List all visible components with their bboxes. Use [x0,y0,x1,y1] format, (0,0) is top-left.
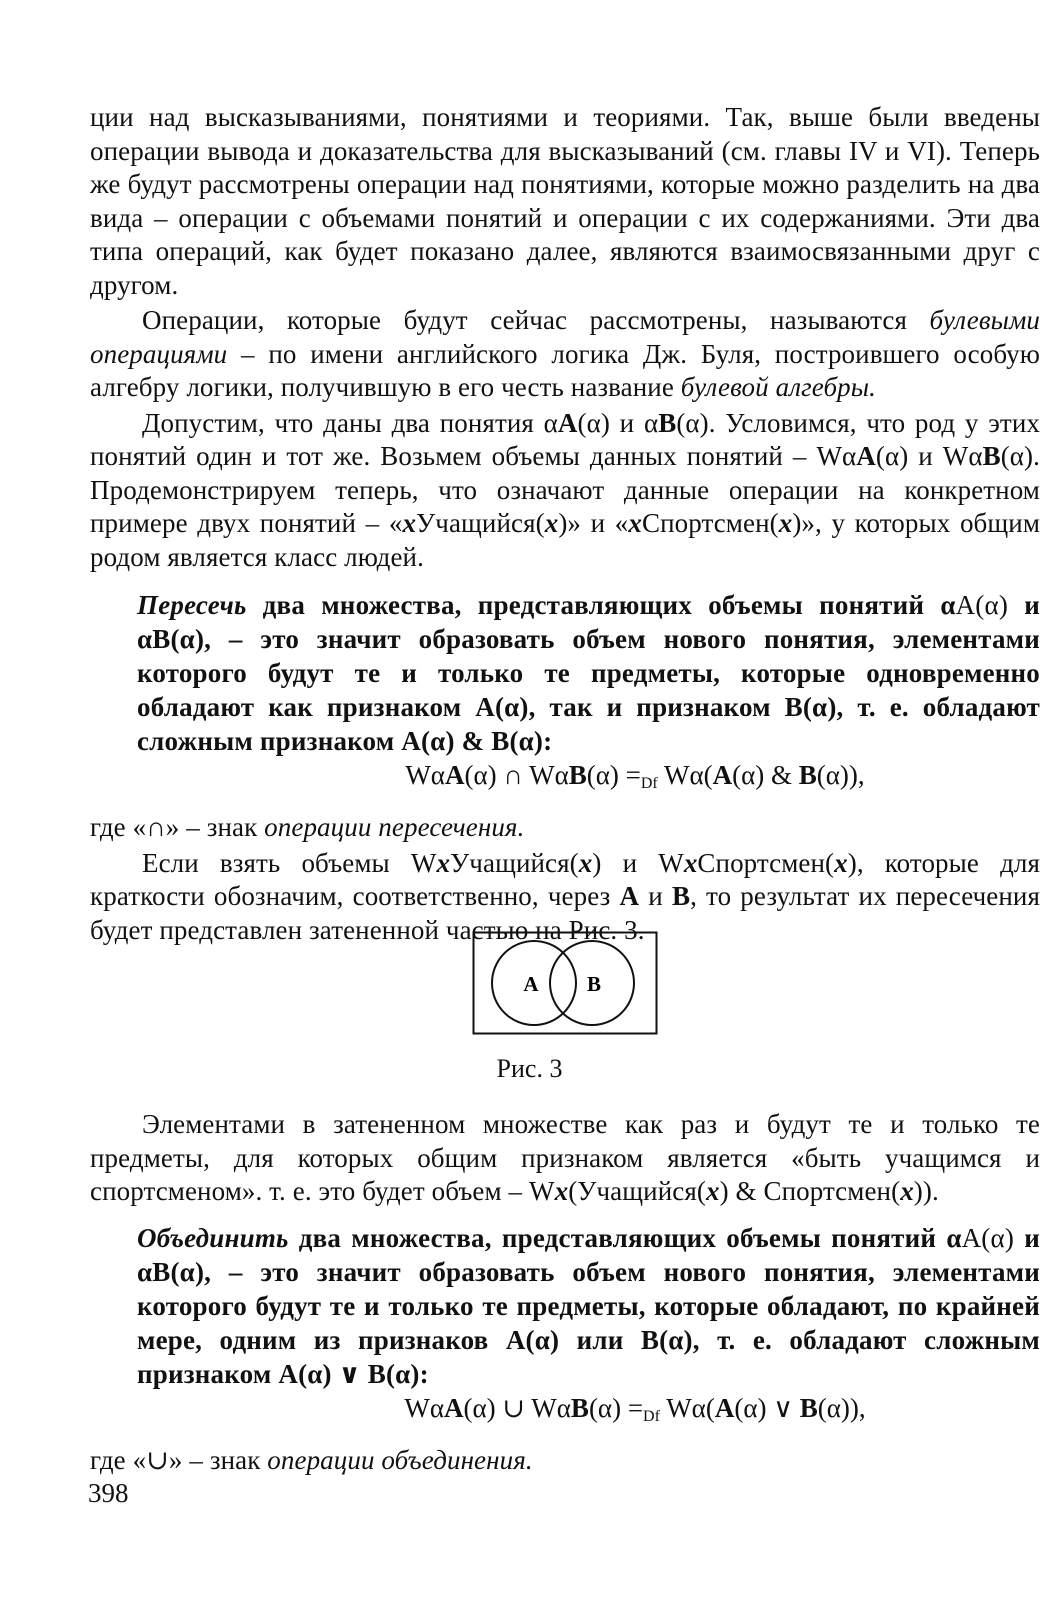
definition-intersection: Пересечь два множества, представляющих объемы понятий αA(α) и αB(α), – это значит образовать объем нового понятия, элементами которого будут те и только те предметы, которые одновременно обладают как признаком A(α), так и признаком B(α), т. е. обладают сложным признаком A(α) & B(α): [137,590,1041,756]
venn-diagram [472,931,658,1035]
label-b: B [586,972,602,996]
formula-intersection: WαA(α) ∩ $W\alpha B(\alpha) =_{Df}$ Wα(A(α) & B(α)), [405,760,865,792]
paragraph-concepts: Допустим, что даны два понятия αA(α) и αB(α). Условимся, что род у этих понятий один и тот же. Возьмем объемы данных понятий – WαA(α) и WαB(α). Продемонстрируем теперь, что означают данные операции на конкретном примере двух понятий – «xУчащийся(x)» и «xСпортсмен(x)», у которых общим родом является класс людей. [90,407,1041,572]
paragraph-intro: ции над высказываниями, понятиями и теориями. Так, выше были введены операции вывода и доказательства для высказываний (см. главы IV и VI). Теперь же будут рассмотрены операции над понятиями, которые можно разделить на два вида – операции с объемами понятий и операции с их содержаниями. Эти два типа операций, как будет показано далее, являются взаимосвязанными друг с другом. [90,102,1040,300]
page-number: 398 [88,1478,129,1508]
venn-diagram-figure [472,931,658,1040]
text-upper [90,101,1040,949]
paragraph-example-volumes: Если взять объемы WxУчащийся(x) и WxСпортсмен(x), которые для краткости обозначим, соответственно, через A и B, то результат их пересечения будет представлен затененной частью на Рис. 3. [90,847,1040,945]
definition-union: Объединить два множества, представляющих объемы понятий αA(α) и αB(α), – это значит образовать объем нового понятия, элементами которого будут те и только те предметы, которые обладают, по крайней мере, одним из признаков A(α) или B(α), т. е. обладают сложным признаком A(α) ∨ B(α): [137,1222,1041,1389]
paragraph-shaded-set: Элементами в затененном множестве как раз и будут те и только те предметы, для которых общим признаком является «быть учащимся и спортсменом». т. е. это будет объем – Wx(Учащийся(x) & Спортсмен(x)). [90,1109,1040,1206]
label-a: A [523,972,539,996]
paragraph-boolean-operations: Операции, которые будут сейчас рассмотрены, называются булевыми операциями – по имени английского логика Дж. Буля, построившего особую алгебру логики, получившую в его честь название булевой алгебры. [90,305,1040,402]
intersection-sign-note: где «∩» – знак операции пересечения. [90,812,525,842]
formula-union: WαA(α) ∪ $W\alpha B(\alpha) =_{Df}$ Wα(A(α) ∨ B(α)), [404,1392,866,1425]
union-sign-note: где «∪» – знак операции объединения. [90,1444,533,1475]
figure-caption: Рис. 3 [496,1054,563,1083]
venn-frame [474,933,657,1034]
text-lower [90,1108,1040,1479]
